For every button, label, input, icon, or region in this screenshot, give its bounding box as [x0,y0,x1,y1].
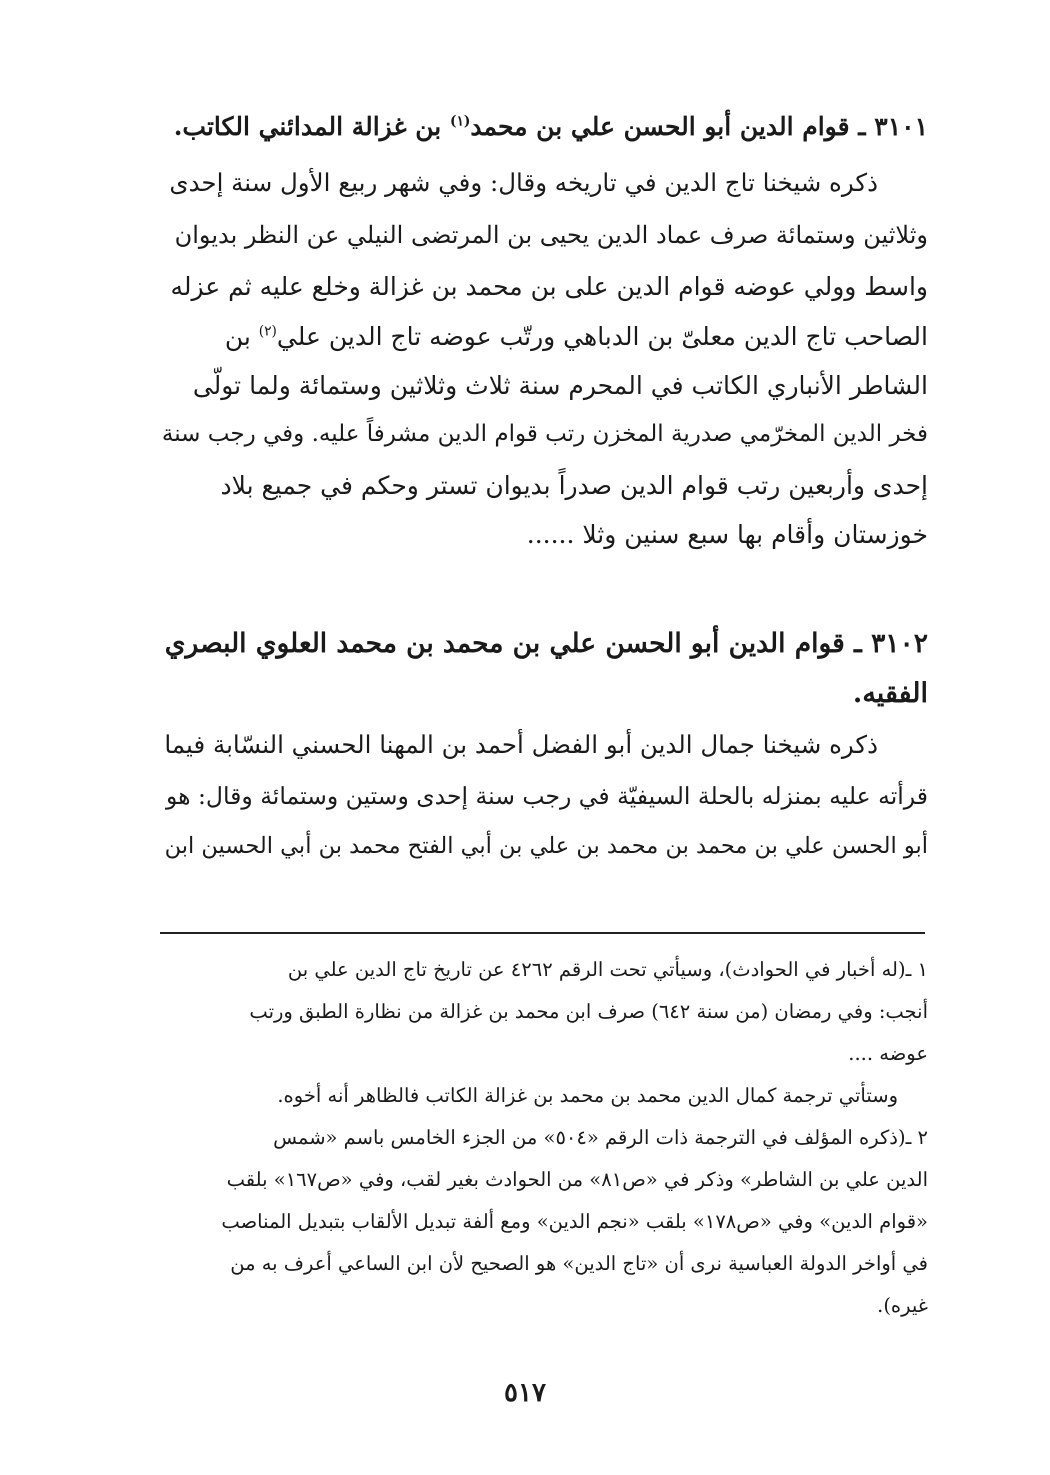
entry-3102-title-line: الفقيه. [852,678,928,709]
body-line-end: بن [224,322,259,351]
entry-3101-title-end: بن غزالة المدائني الكاتب. [173,112,450,141]
footnote-ref-1[interactable]: (١) [449,113,471,130]
footnote-line: ١ ـ(له أخبار في الحوادث)، وسيأتي تحت الرقم ٤٢٦٢ عن تاريخ تاج الدين علي بن [287,958,928,981]
body-line: ذكره شيخنا تاج الدين في تاريخه وقال: وفي شهر ربيع الأول سنة إحدى [169,168,878,197]
entry-3101-title-line [174,112,928,141]
footnote-line: الدين علي بن الشاطر» وذكر في «ص٨١» من الحوادث بغير لقب، وفي «ص١٦٧» بلقب [226,1168,928,1191]
footnote-line: أنجب: وفي رمضان (من سنة ٦٤٢) صرف ابن محمد بن غزالة من نظارة الطبق ورتب [249,1000,928,1023]
body-line: واسط وولي عوضه قوام الدين على بن محمد بن غزالة وخلع عليه ثم عزله [170,272,928,301]
entry-3101-title-start: ٣١٠١ ـ قوام الدين أبو الحسن علي بن محمد [470,112,928,141]
body-line: قرأته عليه بمنزله بالحلة السيفيّة في رجب سنة إحدى وستين وستمائة وقال: هو [165,782,928,810]
body-line: إحدى وأربعين رتب قوام الدين صدراً بديوان تستر وحكم في جميع بلاد [220,471,928,500]
body-line: خوزستان وأقام بها سبع سنين وثلا ...... [526,520,928,549]
footnote-line: غيره). [877,1294,928,1317]
entry-3102-title-line: ٣١٠٢ ـ قوام الدين أبو الحسن علي بن محمد بن محمد العلوي البصري [164,628,928,659]
body-line: ذكره شيخنا جمال الدين أبو الفضل أحمد بن المهنا الحسني النسّابة فيما [164,730,878,759]
body-line: فخر الدين المخرّمي صدرية المخزن رتب قوام الدين مشرفاً عليه. وفي رجب سنة [161,421,928,447]
body-line: أبو الحسن علي بن محمد بن محمد بن علي بن أبي الفتح محمد بن أبي الحسين ابن [164,833,928,859]
body-line [225,322,928,351]
footnote-line: عوضه .... [848,1042,928,1065]
footnote-line: وستأتي ترجمة كمال الدين محمد بن محمد بن غزالة الكاتب فالظاهر أنه أخوه. [277,1084,898,1107]
footnote-line: «قوام الدين» وفي «ص١٧٨» بلقب «نجم الدين» ومع ألفة تبديل الألقاب بتبديل المناصب [221,1210,928,1233]
page-number: ٥١٧ [504,1378,546,1408]
body-line: وثلاثين وستمائة صرف عماد الدين يحيى بن المرتضى النيلي عن النظر بديوان [174,221,928,249]
footnote-line: في أواخر الدولة العباسية نرى أن «تاج الدين» هو الصحيح لأن ابن الساعي أعرف به من [230,1252,928,1275]
footnote-line: ٢ ـ(ذكره المؤلف في الترجمة ذات الرقم «٥٠٤» من الجزء الخامس باسم «شمس [273,1126,928,1149]
body-line-start: الصاحب تاج الدين معلىّ بن الدباهي ورتّب عوضه تاج الدين علي [276,322,928,351]
body-line: الشاطر الأنباري الكاتب في المحرم سنة ثلاث وثلاثين وستمائة ولما تولّى [192,371,928,400]
footnote-ref-2[interactable]: (٢) [258,323,277,340]
footnote-separator [160,932,925,934]
